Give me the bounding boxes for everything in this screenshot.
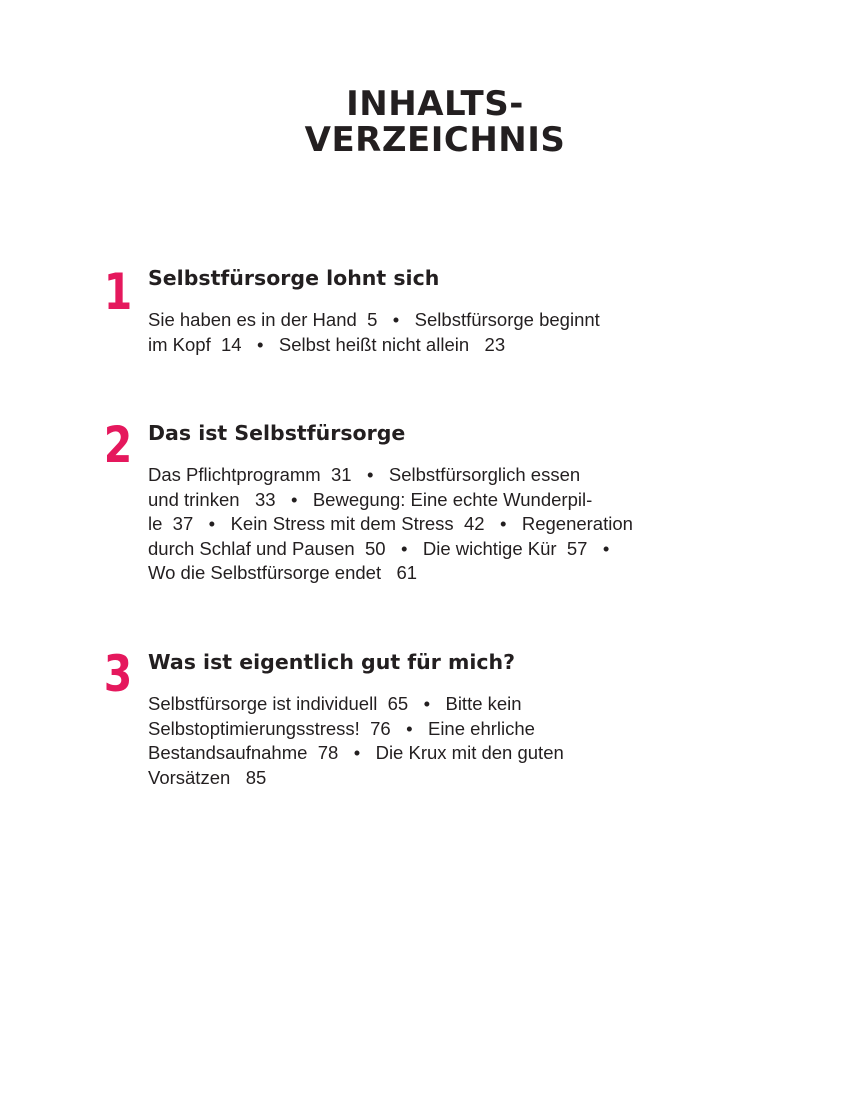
entry-line: durch Schlaf und Pausen 50 • Die wichtige Kür 57 • — [148, 537, 610, 559]
entry-line: Vorsätzen 85 — [148, 766, 267, 788]
entry-line: Wo die Selbstfürsorge endet 61 — [148, 562, 418, 583]
page-title-line-1: INHALTS- — [346, 84, 524, 124]
chapter-title: Selbstfürsorge lohnt sich — [148, 266, 440, 290]
entry-line: Selbstoptimierungsstress! 76 • Eine ehrliche — [148, 717, 535, 739]
chapter-entries — [148, 692, 564, 790]
entry-line: Selbstfürsorge ist individuell 65 • Bitte kein — [148, 693, 522, 714]
chapter-number: 1 — [103, 263, 133, 321]
chapter-entries — [148, 308, 600, 357]
chapter-title: Was ist eigentlich gut für mich? — [148, 650, 516, 674]
entry-line: Sie haben es in der Hand 5 • Selbstfürsorge beginnt — [148, 309, 600, 330]
chapter-entries — [148, 463, 633, 586]
page-title-line-2: VERZEICHNIS — [304, 120, 566, 160]
entry-line: und trinken 33 • Bewegung: Eine echte Wunderpil- — [148, 488, 593, 510]
entry-line: le 37 • Kein Stress mit dem Stress 42 • Regeneration — [148, 513, 633, 534]
chapter-number: 2 — [103, 416, 133, 474]
entry-line: Bestandsaufnahme 78 • Die Krux mit den guten — [148, 742, 564, 763]
chapter-number: 3 — [103, 645, 133, 703]
entry-line: Das Pflichtprogramm 31 • Selbstfürsorglich essen — [148, 464, 581, 485]
page-title — [0, 86, 844, 158]
chapter-title: Das ist Selbstfürsorge — [148, 421, 406, 445]
entry-line: im Kopf 14 • Selbst heißt nicht allein 23 — [148, 333, 506, 355]
